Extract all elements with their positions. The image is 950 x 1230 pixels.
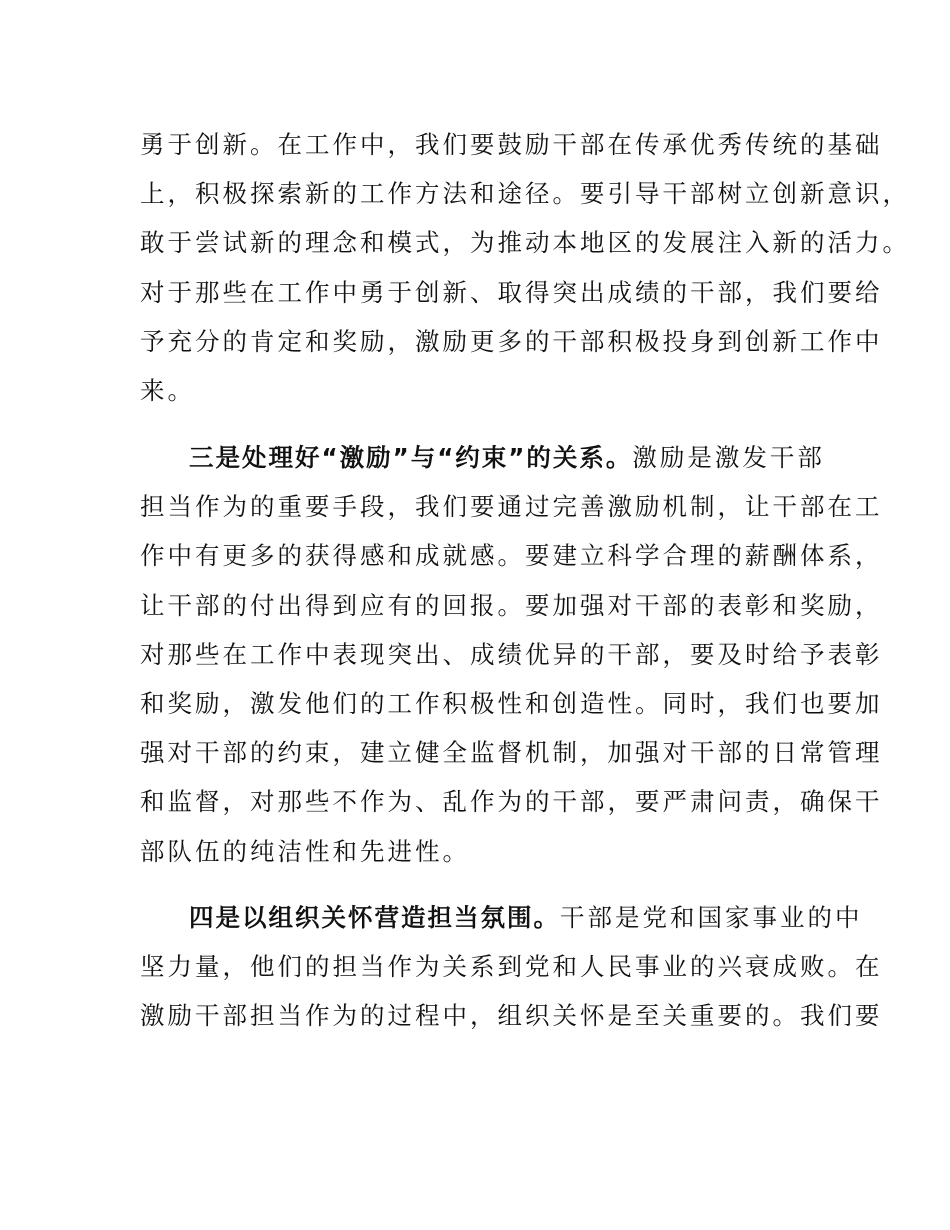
text-line: 部队伍的纯洁性和先进性。: [140, 836, 470, 866]
paragraph-heading: 四是以组织关怀营造担当氛围。: [189, 903, 560, 932]
paragraph-innovation: [140, 120, 910, 415]
text-line: 对于那些在工作中勇于创新、取得突出成绩的干部，我们要给: [140, 277, 883, 307]
paragraph-incentive-constraint: [140, 433, 883, 876]
text-line: 上，积极探索新的工作方法和途径。要引导干部树立创新意识，: [140, 179, 910, 209]
text-line-rest: 干部是党和国家事业的中: [560, 903, 863, 932]
text-line: 勇于创新。在工作中，我们要鼓励干部在传承优秀传统的基础: [140, 130, 883, 159]
text-line-first: [140, 893, 863, 942]
text-line: 让干部的付出得到应有的回报。要加强对干部的表彰和奖励，: [140, 590, 883, 620]
text-line: 强对干部的约束，建立健全监督机制，加强对干部的日常管理: [140, 738, 883, 768]
paragraph-organizational-care: [140, 893, 883, 1041]
text-line: 予充分的肯定和奖励，激励更多的干部积极投身到创新工作中: [140, 326, 883, 356]
text-line: 坚力量，他们的担当作为关系到党和人民事业的兴衰成败。在: [140, 952, 883, 982]
text-line: 和监督，对那些不作为、乱作为的干部，要严肃问责，确保干: [140, 787, 883, 817]
paragraph-heading: 三是处理好“激励”与“约束”的关系。: [189, 443, 633, 472]
text-line: 敢于尝试新的理念和模式，为推动本地区的发展注入新的活力。: [140, 228, 910, 258]
text-line: 激励干部担当作为的过程中，组织关怀是至关重要的。我们要: [140, 1001, 883, 1031]
text-line-rest: 激励是激发干部: [632, 443, 825, 472]
text-line: 对那些在工作中表现突出、成绩优异的干部，要及时给予表彰: [140, 639, 883, 669]
text-line: 来。: [140, 375, 195, 405]
text-line: 担当作为的重要手段，我们要通过完善激励机制，让干部在工: [140, 492, 883, 522]
text-line: 和奖励，激发他们的工作积极性和创造性。同时，我们也要加: [140, 688, 883, 718]
text-line-first: [140, 433, 830, 482]
text-line: 作中有更多的获得感和成就感。要建立科学合理的薪酬体系，: [140, 541, 883, 571]
